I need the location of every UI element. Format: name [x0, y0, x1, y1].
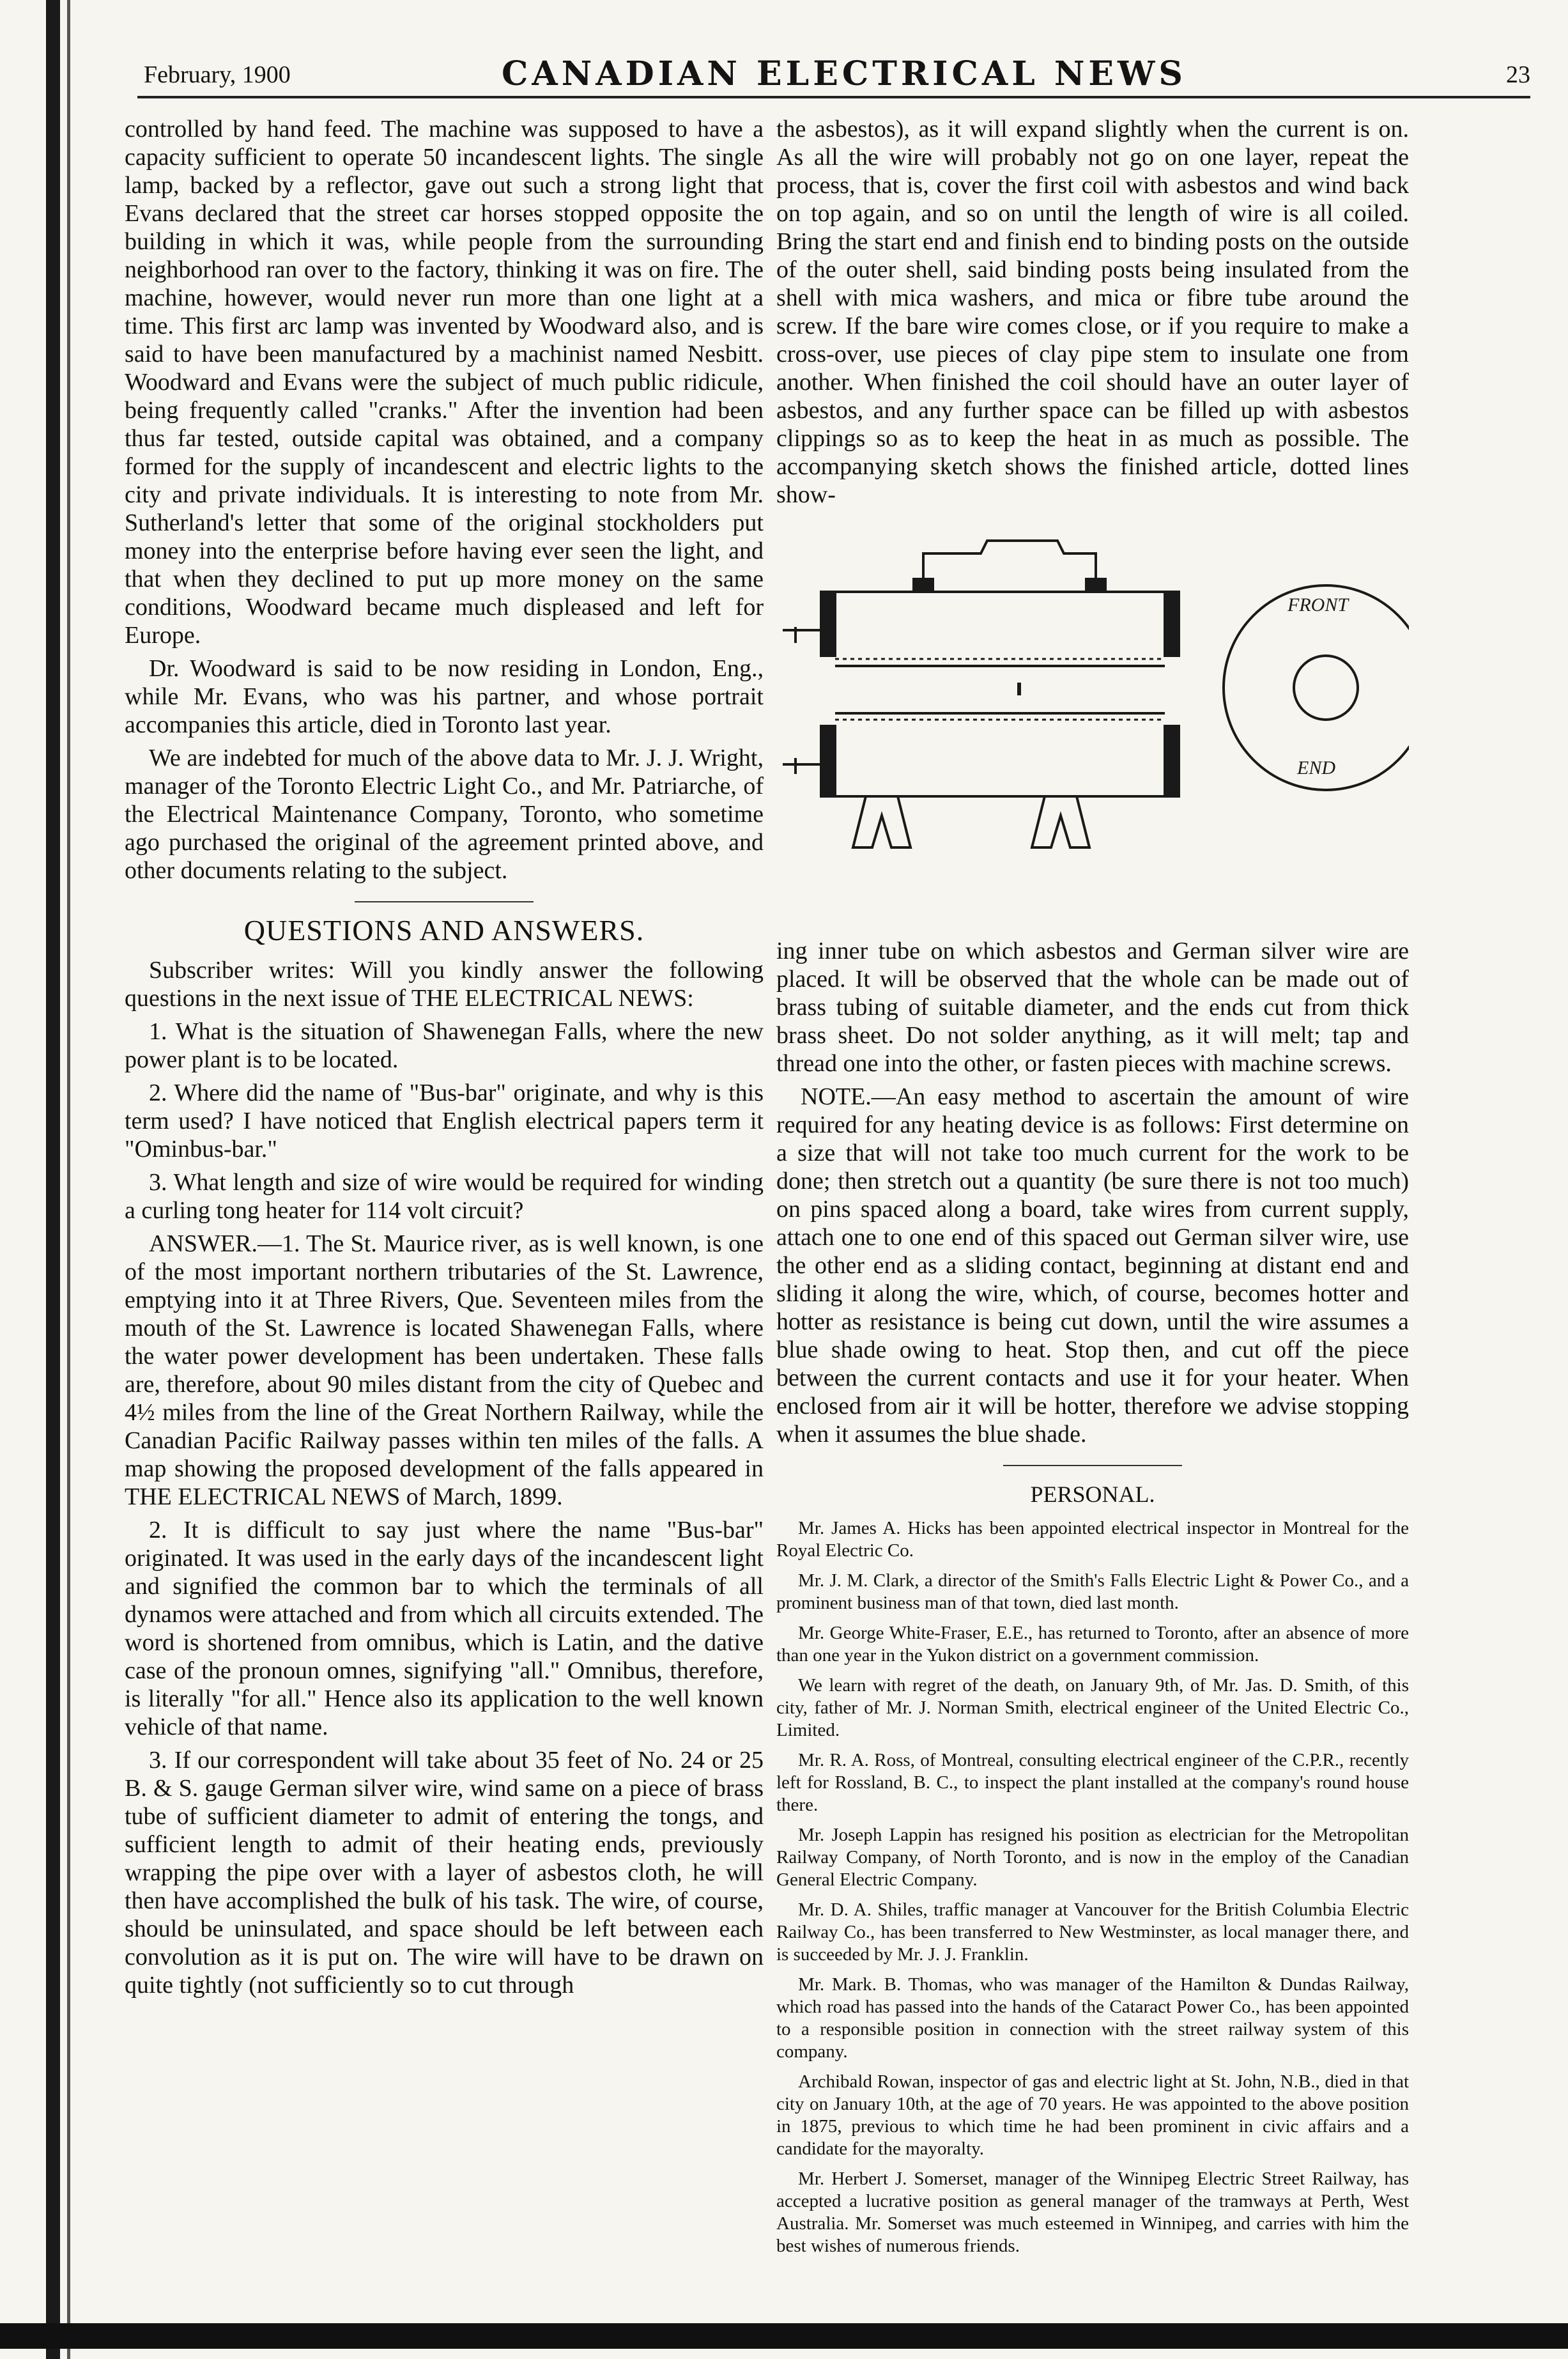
binding-post-left [914, 579, 933, 589]
end-label: END [1297, 757, 1335, 778]
personal-section-title: PERSONAL. [1030, 1481, 1155, 1507]
end-cap-left-top [821, 592, 835, 656]
page-bottom-edge [0, 2323, 1568, 2349]
personal-item: Mr. George White-Fraser, E.E., has returned to Toronto, after an absence of more than one year in the Yukon district on a government commission. [776, 1623, 1409, 1666]
article-paragraph: Dr. Woodward is said to be now residing in London, Eng., while Mr. Evans, who was his partner, and whose portrait accompanies this article, died in Toronto last year. [125, 655, 764, 738]
end-cap-left-bottom [821, 726, 835, 796]
page-number: 23 [1506, 61, 1530, 88]
right-column [776, 115, 1409, 2265]
stand-leg-right [1032, 796, 1089, 847]
article-paragraph: ing inner tube on which asbestos and German silver wire are placed. It will be observed that the whole can be made out of brass tubing of suitable diameter, and the ends cut from thick brass sheet. Do not solder anything, as it will melt; tap and thread one into the other, or fasten pieces with machine screws. [776, 938, 1409, 1077]
personal-item: Mr. D. A. Shiles, traffic manager at Vancouver for the British Columbia Electric Railway Co., has been transferred to New Westminster, as local manager there, and is succeeded by Mr. J. J. Franklin. [776, 1899, 1409, 1965]
article-paragraph: controlled by hand feed. The machine was supposed to have a capacity sufficient to operate 50 incandescent lights. The single lamp, backed by a reflector, gave out such a strong light that Evans declared that the street car horses stopped opposite the building in which it was, while people from the surrounding neighborhood ran over to the factory, thinking it was on fire. The machine, however, would never run more than one light at a time. This first arc lamp was invented by Woodward also, and is said to have been manufactured by a machinist named Nesbitt. Woodward and Evans were the subject of much public ridicule, being frequently called "cranks." After the invention had been thus far tested, outside capital was obtained, and a company formed for the supply of incandescent and electric lights to the city and private individuals. It is interesting to note from Mr. Sutherland's letter that some of the original stockholders put money into the enterprise before having ever seen the light, and that when they declined to put up more money on the same conditions, Woodward became much displeased and left for Europe. [125, 116, 764, 649]
page-binding-shadow [67, 0, 70, 2359]
qa-section-title: QUESTIONS AND ANSWERS. [243, 914, 645, 947]
end-cap-right-top [1165, 592, 1179, 656]
end-view-inner-circle [1294, 656, 1358, 720]
front-label: FRONT [1287, 594, 1349, 615]
binding-post-wire [923, 541, 1096, 579]
binding-post-right [1086, 579, 1105, 589]
issue-date: February, 1900 [144, 61, 291, 88]
personal-item: Mr. Joseph Lappin has resigned his position as electrician for the Metropolitan Railway Company, of North Toronto, and is now in the employ of the Canadian General Electric Company. [776, 1825, 1409, 1890]
stand-leg-left [853, 796, 911, 847]
question-3: 3. What length and size of wire would be required for winding a curling tong heater for 114 volt circuit? [125, 1169, 764, 1224]
section-divider [355, 901, 534, 902]
qa-intro: Subscriber writes: Will you kindly answer the following questions in the next issue of THE ELECTRICAL NEWS: [125, 957, 764, 1012]
personal-notes [776, 1517, 1409, 2257]
section-divider [1003, 1465, 1182, 1466]
page-binding-edge [46, 0, 60, 2359]
answer-3: 3. If our correspondent will take about 35 feet of No. 24 or 25 B. & S. gauge German silver wire, wind same on a piece of brass tube of sufficient diameter to admit of entering the tongs, and sufficient length to admit of their heating ends, previously wrapping the pipe over with a layer of asbestos cloth, he will then have accomplished the bulk of his task. The wire, of course, should be uninsulated, and space should be left between each convolution as it is put on. The wire will have to be drawn on quite tightly (not sufficiently so to cut through [125, 1747, 764, 1999]
personal-item: Mr. J. M. Clark, a director of the Smith's Falls Electric Light & Power Co., and a prominent business man of that town, died last month. [776, 1570, 1409, 1613]
personal-item: Mr. Herbert J. Somerset, manager of the Winnipeg Electric Street Railway, has accepted a lucrative position as general manager of the tramways at Perth, West Australia. Mr. Somerset was much esteemed in Winnipeg, and carries with him the best wishes of numerous friends. [776, 2169, 1409, 2256]
tong-stub-left [783, 627, 821, 774]
answer-2: 2. It is difficult to say just where the name "Bus-bar" originated. It was used in the early days of the incandescent light and signified the common bar to which the terminals of all dynamos were attached and from which all circuits extended. The word is shortened from omnibus, which is Latin, and the dative case of the pronoun omnes, signifying "all." Omnibus, therefore, is literally "for all." Hence also its application to the well known vehicle of that name. [125, 1517, 764, 1740]
personal-item: Mr. Mark. B. Thomas, who was manager of the Hamilton & Dundas Railway, which road has passed into the hands of the Cataract Power Co., has been appointed to a responsible position in connection with the street railway system of this company. [776, 1974, 1409, 2062]
article-paragraph: We are indebted for much of the above data to Mr. J. J. Wright, manager of the Toronto Electric Light Co., and Mr. Patriarche, of the Electrical Maintenance Company, Toronto, who sometime ago purchased the original of the agreement printed above, and other documents relating to the subject. [125, 745, 764, 884]
page-header [144, 54, 1549, 99]
masthead: CANADIAN ELECTRICAL NEWS [502, 54, 1187, 93]
answer-1: ANSWER.—1. The St. Maurice river, as is well known, is one of the most important northern tributaries of the St. Lawrence, emptying into it at Three Rivers, Que. Seventeen miles from the mouth of the St. Lawrence is located Shawenegan Falls, where the water power development has been undertaken. These falls are, therefore, about 90 miles distant from the city of Quebec and 4½ miles from the line of the Great Northern Railway, while the Canadian Pacific Railway passes within ten miles of the falls. A map showing the proposed development of the falls appeared in THE ELECTRICAL NEWS of March, 1899. [125, 1230, 764, 1510]
personal-item: Archibald Rowan, inspector of gas and electric light at St. John, N.B., died in that city on January 10th, at the age of 70 years. He was appointed to the above position in 1875, previous to which time he had been prominent in civic affairs and a candidate for the mayoralty. [776, 2071, 1409, 2159]
heater-sketch-figure [776, 515, 1409, 924]
article-paragraph: the asbestos), as it will expand slightly when the current is on. As all the wire will probably not go on one layer, repeat the process, that is, cover the first coil with asbestos and wind back on top again, and so on until the length of wire is all coiled. Bring the start end and finish end to binding posts on the outside of the outer shell, said binding posts being insulated from the shell with mica washers, and mica or fibre tube around the screw. If the bare wire comes close, or if you require to make a cross-over, use pieces of clay pipe stem to insulate one from another. When finished the coil should have an outer layer of asbestos, and any further space can be filled up with asbestos clippings so as to keep the heat in as much as possible. The accompanying sketch shows the finished article, dotted lines show- [776, 116, 1409, 508]
end-cap-right-bottom [1165, 726, 1179, 796]
question-1: 1. What is the situation of Shawenegan Falls, where the new power plant is to be located. [125, 1018, 764, 1073]
left-column [125, 115, 764, 2004]
heater-sketch-svg [776, 515, 1409, 924]
header-rule [137, 96, 1530, 98]
personal-item: Mr. James A. Hicks has been appointed electrical inspector in Montreal for the Royal Electric Co. [776, 1518, 1409, 1561]
note-paragraph: NOTE.—An easy method to ascertain the amount of wire required for any heating device is as follows: First determine on a size that will not take too much current for the work to be done; then stretch out a quantity (be sure there is not too much) on pins spaced along a board, take wires from current supply, attach one to one end of this spaced out German silver wire, use the other end as a sliding contact, beginning at distant end and sliding it along the wire, which, of course, becomes hotter and hotter as resistance is being cut down, until the wire assumes a blue shade owing to heat. Stop then, and cut off the piece between the current contacts and use it for your heater. When enclosed from air it will be hotter, therefore we advise stopping when it assumes the blue shade. [776, 1083, 1409, 1448]
personal-item: Mr. R. A. Ross, of Montreal, consulting electrical engineer of the C.P.R., recently left for Rossland, B. C., to inspect the plant installed at the company's round house there. [776, 1750, 1409, 1815]
question-2: 2. Where did the name of "Bus-bar" originate, and why is this term used? I have noticed that English electrical papers term it "Ominbus-bar." [125, 1079, 764, 1163]
personal-item: We learn with regret of the death, on January 9th, of Mr. Jas. D. Smith, of this city, father of Mr. J. Norman Smith, electrical engineer of the United Electric Co., Limited. [776, 1675, 1409, 1740]
